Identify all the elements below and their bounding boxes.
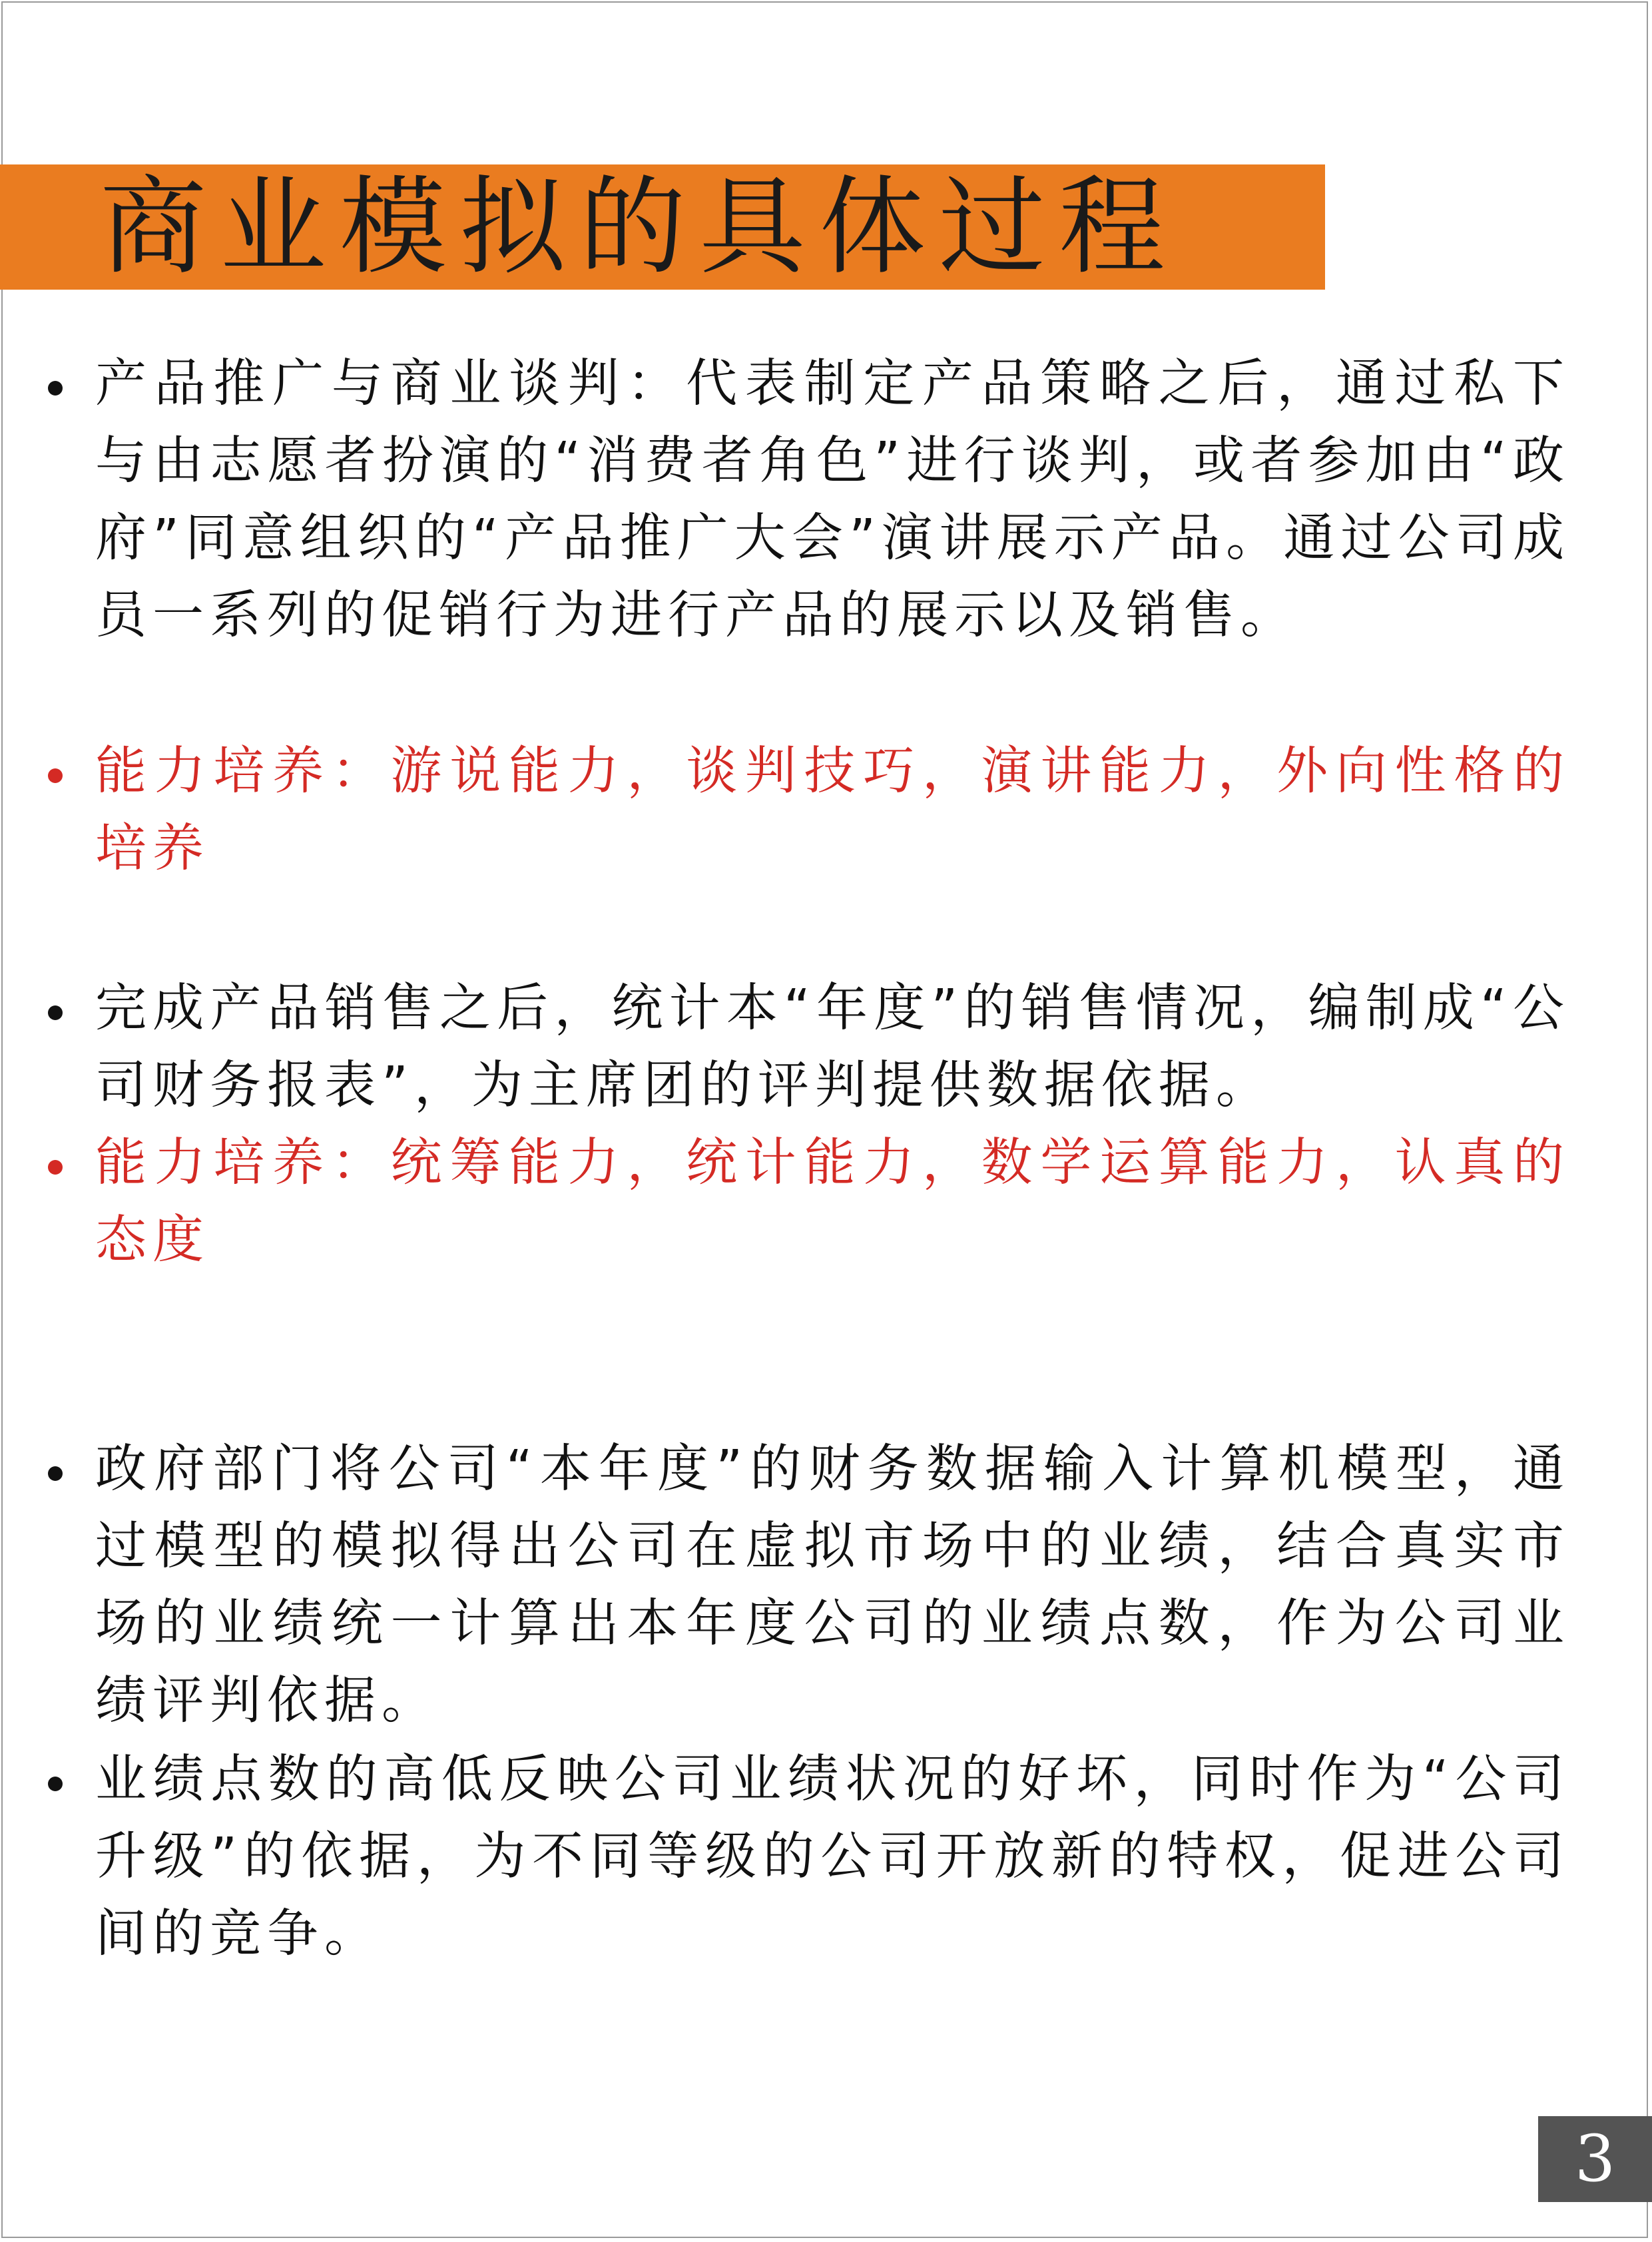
bullet-text-performance-points: 业绩点数的高低反映公司业绩状况的好坏，同时作为“公司升级”的依据，为不同等级的公司开放新的特权，促进公司间的竞争。 <box>95 1750 1570 1964</box>
bullet-dot <box>48 768 63 783</box>
title-banner <box>0 164 1325 290</box>
bullet-dot <box>48 1160 63 1175</box>
bullet-text-sales-statistics: 完成产品销售之后，统计本“年度”的销售情况，编制成“公司财务报表”，为主席团的评判提供数据依据。 <box>95 979 1570 1115</box>
page-title: 商业模拟的具体过程 <box>100 164 1179 289</box>
bullet-text-skills-1: 能力培养：游说能力，谈判技巧，演讲能力，外向性格的培养 <box>95 742 1570 878</box>
bullet-dot <box>48 1777 63 1791</box>
page-number: 3 <box>1574 2121 1616 2196</box>
bullet-text-skills-2: 能力培养：统筹能力，统计能力，数学运算能力，认真的态度 <box>95 1133 1570 1270</box>
bullet-text-government-model: 政府部门将公司“本年度”的财务数据输入计算机模型，通过模型的模拟得出公司在虚拟市场中的业绩，结合真实市场的业绩统一计算出本年度公司的业绩点数，作为公司业绩评判依据。 <box>95 1440 1570 1731</box>
bullet-dot <box>48 1005 63 1020</box>
page-number-box <box>1538 2116 1652 2202</box>
bullet-dot <box>48 1466 63 1481</box>
bullet-dot <box>48 381 63 396</box>
bullet-text-product-promotion: 产品推广与商业谈判：代表制定产品策略之后，通过私下与由志愿者扮演的“消费者角色”进行谈判，或者参加由“政府”同意组织的“产品推广大会”演讲展示产品。通过公司成员一系列的促销行为进行产品的展示以及销售。 <box>95 354 1570 645</box>
